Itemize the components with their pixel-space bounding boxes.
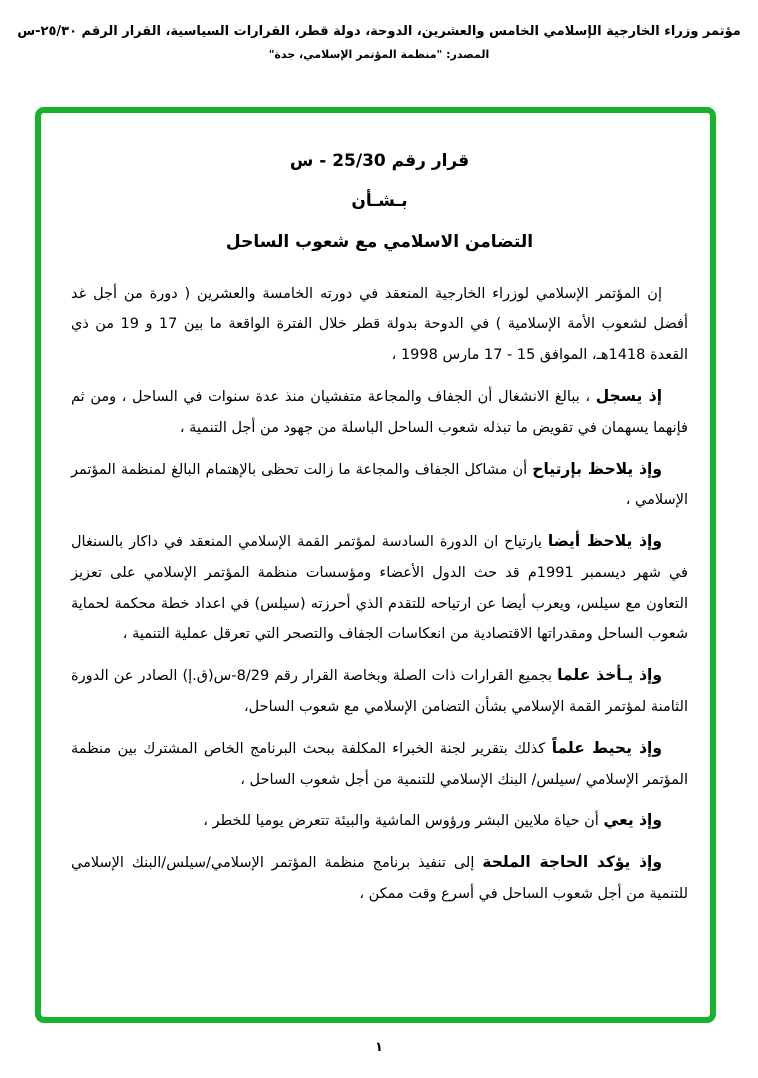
paragraph bbox=[71, 732, 688, 796]
paragraph bbox=[71, 279, 688, 371]
title-regarding: بـشـأن bbox=[351, 191, 408, 212]
paragraph-text: يارتياح ان الدورة السادسة لمؤتمر القمة الإسلامي المنعقد في داكار بالسنغال في شهر ديسمبر 1991م قد حث الدول الأعضاء ومؤسسات منظمة المؤتمر الإسلامي على تعزيز التعاون مع سيلس، ويعرب أيضا عن ارتياحه للتقدم الذي أحرزته (سيلس) في اعداد خطة محكمة لحماية شعوب الساحل ومقدراتها الاقتصادية من انعكاسات الجفاف والتصحر التي تعرقل عملية التنمية ، bbox=[71, 534, 688, 643]
paragraph-text: أن مشاكل الجفاف والمجاعة ما زالت تحظى بالإهتمام البالغ لمنظمة المؤتمر الإسلامي ، bbox=[71, 461, 688, 509]
resolution-number-title: قرار رقم 25/30 - س bbox=[289, 151, 470, 171]
paragraph bbox=[71, 525, 688, 650]
paragraph bbox=[71, 659, 688, 723]
paragraph-text: إلى تنفيذ برنامج منظمة المؤتمر الإسلامي/سيلس/البنك الإسلامي للتنمية من أجل شعوب الساحل في أسرع وقت ممكن ، bbox=[71, 855, 688, 903]
paragraph-text: بجميع القرارات ذات الصلة وبخاصة القرار رقم 8/29-س(ق.إ) الصادر عن الدورة الثامنة لمؤتمر القمة الإسلامي بشأن التضامن الإسلامي مع شعوب الساحل، bbox=[71, 668, 688, 716]
paragraph-lead: وإذ يـأخذ علما bbox=[557, 666, 662, 685]
paragraph-text: ، ببالغ الانشغال أن الجفاف والمجاعة متفشيان منذ عدة سنوات في الساحل ، ومن ثم فإنهما يسهمان في تقويض ما تبذله شعوب الساحل الباسلة من جهود من أجل التنمية ، bbox=[71, 388, 688, 436]
source-header-source: المصدر: "منظمة المؤتمر الإسلامي، جدة" bbox=[268, 48, 490, 61]
paragraph-lead: إذ يسجل bbox=[595, 386, 663, 405]
title-subject: التضامن الاسلامي مع شعوب الساحل bbox=[225, 231, 534, 252]
paragraph bbox=[71, 453, 688, 517]
paragraph bbox=[71, 380, 688, 444]
document-frame bbox=[35, 107, 716, 1023]
paragraph-lead: وإذ يعي bbox=[603, 811, 662, 830]
paragraph-text: كذلك بتقرير لجنة الخبراء المكلفة ببحث البرنامج الخاص المشترك بين منظمة المؤتمر الإسلامي /سيلس/ البنك الإسلامي للتنمية من أجل شعوب الساحل ، bbox=[71, 740, 688, 788]
paragraph bbox=[71, 846, 688, 910]
paragraph-lead: وإذ يحيط علماً bbox=[551, 738, 662, 757]
source-header bbox=[0, 24, 758, 61]
paragraph-lead: وإذ يلاحظ بإرتياح bbox=[532, 459, 662, 478]
document-body bbox=[71, 279, 688, 910]
source-header-title: مؤتمر وزراء الخارجية الإسلامي الخامس والعشرين، الدوحة، دولة قطر، القرارات السياسية، القرار الرقم ٢٥/٣٠-س bbox=[17, 24, 741, 39]
paragraph-text: أن حياة ملايين البشر ورؤوس الماشية والبيئة تتعرض يوميا للخطر ، bbox=[203, 813, 604, 830]
paragraph bbox=[71, 804, 688, 837]
paragraph-lead: وإذ يؤكد الحاجة الملحة bbox=[482, 853, 662, 872]
page-number: ١ bbox=[375, 1040, 383, 1055]
paragraph-lead: وإذ يلاحظ أيضا bbox=[547, 532, 662, 551]
document-title-block bbox=[71, 151, 688, 253]
paragraph-text: إن المؤتمر الإسلامي لوزراء الخارجية المنعقد في دورته الخامسة والعشرين ( دورة من أجل غد أفضل لشعوب الأمة الإسلامية ) في الدوحة بدولة قطر خلال الفترة الواقعة ما بين 17 و 19 من ذي القعدة 1418هـ، الموافق 15 - 17 مارس 1998 ، bbox=[71, 285, 688, 364]
